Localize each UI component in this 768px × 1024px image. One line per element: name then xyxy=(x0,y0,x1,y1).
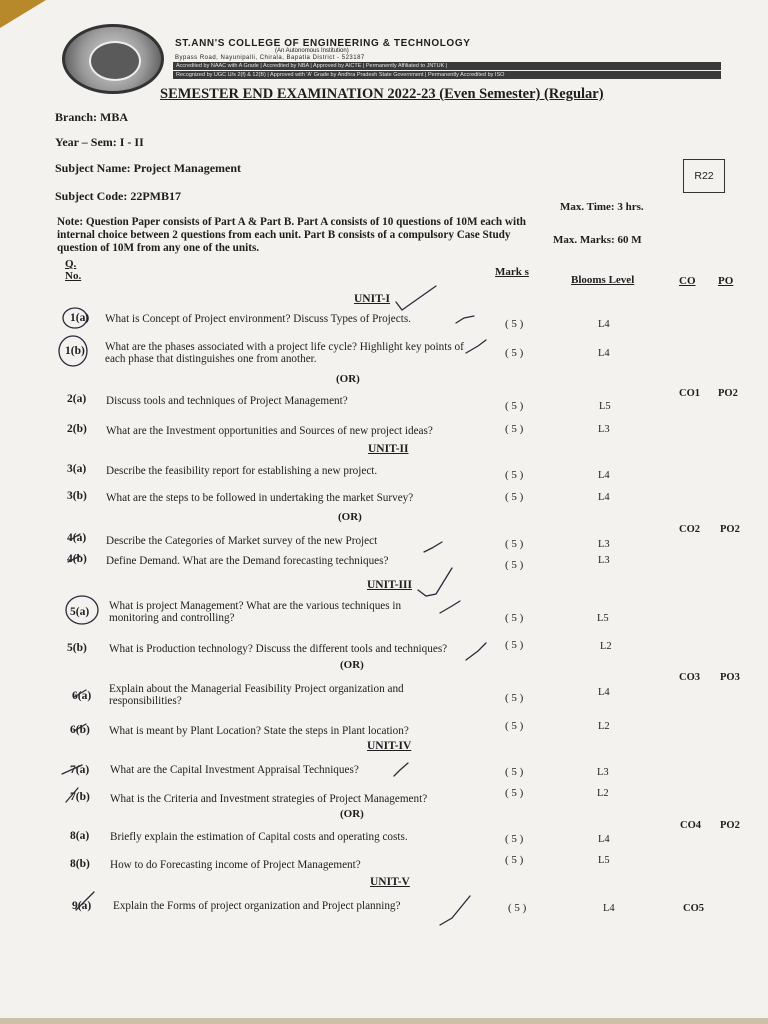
question-blooms-level: L5 xyxy=(597,613,609,624)
question-number: 4(a) xyxy=(67,532,87,544)
question-marks: ( 5 ) xyxy=(505,347,524,359)
circled-number xyxy=(66,596,98,624)
question-marks: ( 5 ) xyxy=(505,491,524,503)
college-name: ST.ANN'S COLLEGE OF ENGINEERING & TECHNOLOGY xyxy=(175,38,471,49)
question-number: 7(b) xyxy=(70,791,90,803)
column-header-no: No. xyxy=(65,270,82,282)
check-mark xyxy=(424,542,442,552)
co-label: CO3 xyxy=(679,672,700,683)
question-number: 8(a) xyxy=(70,830,90,842)
question-marks: ( 5 ) xyxy=(505,639,524,651)
page-edge xyxy=(0,1018,768,1024)
unit-heading: UNIT-V xyxy=(370,876,410,888)
check-mark xyxy=(466,643,486,660)
or-label: (OR) xyxy=(340,659,364,671)
question-blooms-level: L3 xyxy=(597,767,609,778)
question-text: Define Demand. What are the Demand forecasting techniques? xyxy=(106,555,389,567)
question-marks: ( 5 ) xyxy=(505,833,524,845)
question-marks: ( 5 ) xyxy=(505,400,524,412)
po-label: PO2 xyxy=(718,388,738,399)
question-blooms-level: L3 xyxy=(598,424,610,435)
co-label: CO5 xyxy=(683,903,704,914)
question-marks: ( 5 ) xyxy=(505,692,524,704)
unit-heading: UNIT-III xyxy=(367,579,412,591)
question-text: What are the phases associated with a project life cycle? Highlight key points of each phase that distinguishes one from another. xyxy=(105,341,464,365)
question-marks: ( 5 ) xyxy=(505,423,524,435)
question-blooms-level: L2 xyxy=(598,721,610,732)
question-text: What is the Criteria and Investment strategies of Project Management? xyxy=(110,793,428,805)
question-marks: ( 5 ) xyxy=(505,612,524,624)
question-text: Discuss tools and techniques of Project Management? xyxy=(106,395,348,407)
question-number: 5(a) xyxy=(70,606,90,618)
question-blooms-level: L5 xyxy=(598,855,610,866)
college-address: Bypass Road, Nayunipalli, Chirala, Bapatla District - 523187 xyxy=(175,55,365,61)
column-header-q: Q. xyxy=(65,258,77,270)
pen-scribble xyxy=(74,690,86,697)
co-label: CO4 xyxy=(680,820,701,831)
question-number: 3(b) xyxy=(67,490,87,502)
check-mark xyxy=(440,896,470,925)
unit-heading: UNIT-IV xyxy=(367,740,412,752)
question-blooms-level: L2 xyxy=(597,788,609,799)
question-blooms-level: L4 xyxy=(598,687,610,698)
question-number: 6(a) xyxy=(72,690,92,702)
question-number: 5(b) xyxy=(67,642,87,654)
co-label: CO1 xyxy=(679,388,700,399)
subject-code-label: Subject Code: 22PMB17 xyxy=(55,189,181,203)
question-blooms-level: L4 xyxy=(598,492,610,503)
question-text: What is Concept of Project environment? Discuss Types of Projects. xyxy=(105,313,411,325)
exam-title: SEMESTER END EXAMINATION 2022-23 (Even Semester) (Regular) xyxy=(160,86,604,102)
question-marks: ( 5 ) xyxy=(508,902,527,914)
question-number: 4(b) xyxy=(67,553,87,565)
accreditation-band-2: Recognized by UGC U/s 2(f) & 12(B) | Approved with 'A' Grade by Andhra Pradesh State Government | Permanently Accredited by ISO xyxy=(173,71,721,79)
branch-label: Branch: MBA xyxy=(55,110,128,124)
question-text: Describe the feasibility report for establishing a new project. xyxy=(106,465,378,477)
check-mark xyxy=(396,286,436,310)
question-text: What is project Management? What are the various techniques in monitoring and controlling? xyxy=(109,600,402,624)
column-header-po: PO xyxy=(718,275,734,287)
check-mark xyxy=(466,340,486,353)
check-mark xyxy=(418,568,452,596)
question-marks: ( 5 ) xyxy=(505,720,524,732)
pen-scribble xyxy=(68,556,80,562)
question-marks: ( 5 ) xyxy=(505,538,524,550)
question-marks: ( 5 ) xyxy=(505,318,524,330)
question-number: 1(b) xyxy=(65,345,85,357)
po-label: PO2 xyxy=(720,524,740,535)
subject-name-label: Subject Name: Project Management xyxy=(55,161,242,175)
question-number: 6(b) xyxy=(70,724,90,736)
question-text: What are the Investment opportunities and Sources of new project ideas? xyxy=(106,425,433,437)
question-marks: ( 5 ) xyxy=(505,854,524,866)
question-marks: ( 5 ) xyxy=(505,469,524,481)
question-blooms-level: L4 xyxy=(603,903,615,914)
question-text: What is Production technology? Discuss the different tools and techniques? xyxy=(109,643,448,655)
or-label: (OR) xyxy=(336,373,360,385)
question-text: How to do Forecasting income of Project Management? xyxy=(110,859,361,871)
or-label: (OR) xyxy=(338,511,362,523)
po-label: PO3 xyxy=(720,672,740,683)
circled-number xyxy=(59,336,87,366)
question-number: 3(a) xyxy=(67,463,87,475)
unit-heading: UNIT-I xyxy=(354,293,391,305)
question-number: 8(b) xyxy=(70,858,90,870)
question-number: 2(b) xyxy=(67,423,87,435)
question-number: 9(a) xyxy=(72,900,92,912)
accreditation-band-1: Accredited by NAAC with A Grade | Accredited by NBA | Approved by AICTE | Permanently Affiliated to JNTUK | xyxy=(173,62,721,70)
question-blooms-level: L3 xyxy=(598,555,610,566)
question-number: 1(a) xyxy=(70,312,90,324)
question-blooms-level: L4 xyxy=(598,319,610,330)
column-header-co: CO xyxy=(679,275,696,287)
question-blooms-level: L5 xyxy=(599,401,611,412)
question-blooms-level: L3 xyxy=(598,539,610,550)
question-marks: ( 5 ) xyxy=(505,559,524,571)
regulation-box: R22 xyxy=(683,159,725,193)
question-number: 2(a) xyxy=(67,393,87,405)
question-blooms-level: L2 xyxy=(600,641,612,652)
question-marks: ( 5 ) xyxy=(505,787,524,799)
question-number: 7(a) xyxy=(70,764,90,776)
question-text: What are the Capital Investment Appraisal Techniques? xyxy=(110,764,359,776)
question-text: Explain the Forms of project organization and Project planning? xyxy=(113,900,401,912)
po-label: PO2 xyxy=(720,820,740,831)
or-label: (OR) xyxy=(340,808,364,820)
question-text: Describe the Categories of Market survey of the new Project xyxy=(106,535,378,547)
question-text: Briefly explain the estimation of Capital costs and operating costs. xyxy=(110,831,408,843)
check-mark xyxy=(456,316,474,323)
pen-scribble xyxy=(76,892,94,910)
question-text: Explain about the Managerial Feasibility Project organization and responsibilities? xyxy=(109,683,404,707)
question-blooms-level: L4 xyxy=(598,348,610,359)
check-mark xyxy=(440,601,460,613)
pen-scribble xyxy=(70,534,80,540)
pen-scribble xyxy=(62,765,82,774)
max-time-label: Max. Time: 3 hrs. xyxy=(560,201,644,213)
question-blooms-level: L4 xyxy=(598,470,610,481)
pen-scribble xyxy=(66,788,78,802)
year-sem-label: Year – Sem: I - II xyxy=(55,135,144,149)
max-marks-label: Max. Marks: 60 M xyxy=(553,234,642,246)
question-text: What is meant by Plant Location? State the steps in Plant location? xyxy=(109,725,409,737)
pen-scribble xyxy=(74,724,86,731)
check-mark xyxy=(394,763,408,776)
unit-heading: UNIT-II xyxy=(368,443,409,455)
question-marks: ( 5 ) xyxy=(505,766,524,778)
column-header-blooms: Blooms Level xyxy=(571,274,635,286)
question-blooms-level: L4 xyxy=(598,834,610,845)
question-text: What are the steps to be followed in undertaking the market Survey? xyxy=(106,492,414,504)
exam-note: Note: Question Paper consists of Part A & Part B. Part A consists of 10 questions of 10M each with internal choice between 2 questions from each unit. Part B consists of a compulsory Case Study question of 10M from any one of the units. xyxy=(57,216,527,254)
co-label: CO2 xyxy=(679,524,700,535)
column-header-marks: Mark s xyxy=(495,266,529,278)
circled-number xyxy=(63,308,90,328)
autonomous-label: (An Autonomous Institution) xyxy=(275,48,349,54)
